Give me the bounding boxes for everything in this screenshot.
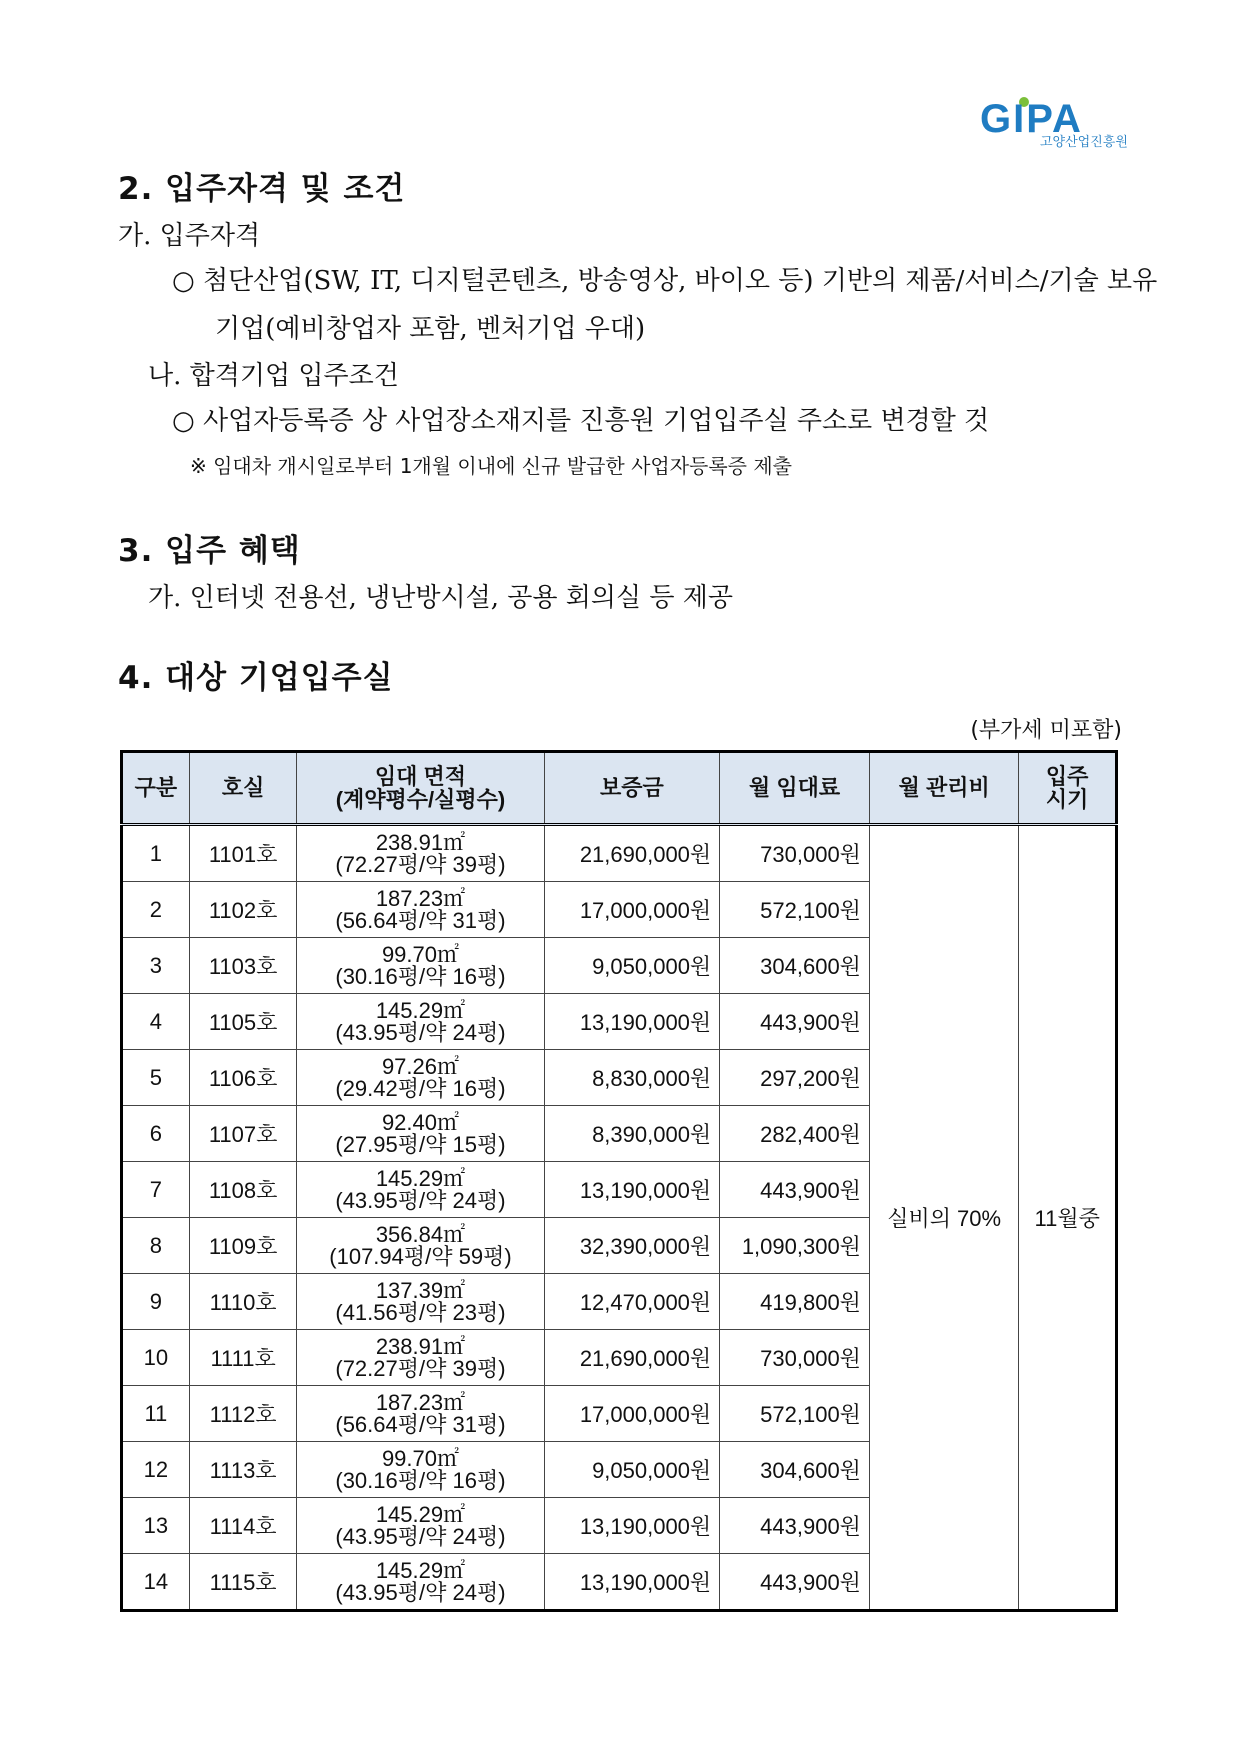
row-rent: 443,900원 [720, 1498, 870, 1554]
row-room: 1112호 [189, 1386, 297, 1442]
row-no: 11 [122, 1386, 190, 1442]
row-area-m2: 145.29㎡ [375, 1557, 466, 1583]
row-no: 10 [122, 1330, 190, 1386]
row-area-pyeong: (43.95평/약 24평) [335, 1187, 506, 1213]
row-area [297, 1274, 544, 1330]
qual-b-note: ※ 임대차 개시일로부터 1개월 이내에 신규 발급한 사업자등록증 제출 [190, 454, 792, 478]
logo-subtitle: 고양산업진흥원 [1040, 135, 1128, 148]
row-rent: 443,900원 [720, 1554, 870, 1611]
row-no: 1 [122, 825, 190, 882]
row-rent: 730,000원 [720, 825, 870, 882]
row-area [297, 882, 544, 938]
row-no: 5 [122, 1050, 190, 1106]
row-rent: 572,100원 [720, 1386, 870, 1442]
row-area-pyeong: (43.95평/약 24평) [335, 1523, 506, 1549]
row-room: 1101호 [189, 825, 297, 882]
row-area-pyeong: (27.95평/약 15평) [335, 1131, 506, 1157]
row-area [297, 938, 544, 994]
row-deposit: 8,390,000원 [544, 1106, 720, 1162]
row-area [297, 1162, 544, 1218]
table-row [122, 825, 1117, 882]
row-room: 1106호 [189, 1050, 297, 1106]
header-deposit: 보증금 [544, 752, 720, 825]
header-area-line1: 임대 면적 [374, 763, 467, 789]
section-4-title: 4. 대상 기업입주실 [118, 660, 394, 696]
row-deposit: 13,190,000원 [544, 1554, 720, 1611]
row-deposit: 17,000,000원 [544, 882, 720, 938]
move-in-cell: 11월중 [1019, 825, 1117, 1611]
row-no: 4 [122, 994, 190, 1050]
row-no: 13 [122, 1498, 190, 1554]
qual-a-item-line1: ○ 첨단산업(SW, IT, 디지털콘텐츠, 방송영상, 바이오 등) 기반의 제품/서비스/기술 보유 [172, 266, 1158, 296]
qual-b-item: ○ 사업자등록증 상 사업장소재지를 진흥원 기업입주실 주소로 변경할 것 [172, 406, 990, 436]
row-area-m2: 238.91㎡ [375, 1333, 466, 1359]
row-room: 1110호 [189, 1274, 297, 1330]
row-no: 7 [122, 1162, 190, 1218]
row-area [297, 1386, 544, 1442]
row-room: 1103호 [189, 938, 297, 994]
header-move-in [1019, 752, 1117, 825]
row-no: 6 [122, 1106, 190, 1162]
row-area-pyeong: (107.94평/약 59평) [329, 1243, 512, 1269]
row-no: 12 [122, 1442, 190, 1498]
benefit-a-label: 가. 인터넷 전용선, 냉난방시설, 공용 회의실 등 제공 [148, 583, 733, 613]
header-mgmt: 월 관리비 [869, 752, 1018, 825]
header-move-line1: 입주 [1045, 763, 1089, 789]
logo-wordmark: GIPA [980, 97, 1083, 141]
row-area [297, 1106, 544, 1162]
row-deposit: 32,390,000원 [544, 1218, 720, 1274]
row-rent: 443,900원 [720, 994, 870, 1050]
row-area [297, 1050, 544, 1106]
table-header-row [122, 752, 1117, 825]
row-area-pyeong: (43.95평/약 24평) [335, 1019, 506, 1045]
header-no: 구분 [122, 752, 190, 825]
row-room: 1102호 [189, 882, 297, 938]
row-area [297, 825, 544, 882]
row-deposit: 21,690,000원 [544, 1330, 720, 1386]
row-area [297, 1442, 544, 1498]
row-deposit: 12,470,000원 [544, 1274, 720, 1330]
row-room: 1105호 [189, 994, 297, 1050]
row-area-m2: 137.39㎡ [375, 1277, 466, 1303]
row-area-m2: 99.70㎡ [381, 941, 459, 967]
section-2-title: 2. 입주자격 및 조건 [118, 171, 406, 207]
row-area-m2: 187.23㎡ [375, 885, 466, 911]
row-area-m2: 145.29㎡ [375, 1165, 466, 1191]
row-area-pyeong: (29.42평/약 16평) [335, 1075, 506, 1101]
row-rent: 419,800원 [720, 1274, 870, 1330]
row-no: 8 [122, 1218, 190, 1274]
row-area-pyeong: (41.56평/약 23평) [335, 1299, 506, 1325]
gipa-logo-mark [978, 92, 1133, 148]
row-no: 3 [122, 938, 190, 994]
row-area-pyeong: (56.64평/약 31평) [335, 907, 506, 933]
row-deposit: 17,000,000원 [544, 1386, 720, 1442]
row-deposit: 13,190,000원 [544, 1498, 720, 1554]
row-area-m2: 145.29㎡ [375, 997, 466, 1023]
row-deposit: 8,830,000원 [544, 1050, 720, 1106]
row-rent: 730,000원 [720, 1330, 870, 1386]
row-area-pyeong: (72.27평/약 39평) [335, 1355, 506, 1381]
row-deposit: 9,050,000원 [544, 938, 720, 994]
row-deposit: 9,050,000원 [544, 1442, 720, 1498]
row-area-pyeong: (72.27평/약 39평) [335, 851, 506, 877]
row-room: 1113호 [189, 1442, 297, 1498]
row-area-pyeong: (43.95평/약 24평) [335, 1579, 506, 1605]
row-area-m2: 356.84㎡ [375, 1221, 466, 1247]
row-room: 1108호 [189, 1162, 297, 1218]
mgmt-fee-cell: 실비의 70% [869, 825, 1018, 1611]
row-area [297, 1554, 544, 1611]
row-rent: 282,400원 [720, 1106, 870, 1162]
row-area-m2: 99.70㎡ [381, 1445, 459, 1471]
qual-a-label: 가. 입주자격 [118, 221, 261, 251]
row-no: 2 [122, 882, 190, 938]
row-area-pyeong: (56.64평/약 31평) [335, 1411, 506, 1437]
row-no: 9 [122, 1274, 190, 1330]
units-table [120, 750, 1118, 1612]
header-room: 호실 [189, 752, 297, 825]
row-area-m2: 97.26㎡ [381, 1053, 459, 1079]
row-room: 1114호 [189, 1498, 297, 1554]
section-3-title: 3. 입주 혜택 [118, 533, 301, 569]
row-area-m2: 145.29㎡ [375, 1501, 466, 1527]
qual-b-label: 나. 합격기업 입주조건 [148, 361, 399, 391]
row-rent: 443,900원 [720, 1162, 870, 1218]
qual-a-item-line2: 기업(예비창업자 포함, 벤처기업 우대) [215, 314, 646, 344]
row-area-pyeong: (30.16평/약 16평) [335, 1467, 506, 1493]
gipa-logo [978, 92, 1133, 148]
row-area [297, 1498, 544, 1554]
header-area-line2: (계약평수/실평수) [335, 787, 506, 812]
vat-note: (부가세 미포함) [970, 718, 1122, 743]
row-area [297, 1218, 544, 1274]
header-area [297, 752, 544, 825]
row-no: 14 [122, 1554, 190, 1611]
row-room: 1107호 [189, 1106, 297, 1162]
row-room: 1111호 [189, 1330, 297, 1386]
row-rent: 304,600원 [720, 1442, 870, 1498]
row-rent: 1,090,300원 [720, 1218, 870, 1274]
row-area [297, 994, 544, 1050]
row-deposit: 21,690,000원 [544, 825, 720, 882]
row-rent: 572,100원 [720, 882, 870, 938]
header-rent: 월 임대료 [720, 752, 870, 825]
header-move-line2: 시기 [1045, 787, 1089, 812]
row-rent: 297,200원 [720, 1050, 870, 1106]
row-room: 1109호 [189, 1218, 297, 1274]
row-area-m2: 187.23㎡ [375, 1389, 466, 1415]
row-deposit: 13,190,000원 [544, 994, 720, 1050]
row-area-pyeong: (30.16평/약 16평) [335, 963, 506, 989]
row-room: 1115호 [189, 1554, 297, 1611]
row-area [297, 1330, 544, 1386]
row-area-m2: 92.40㎡ [381, 1109, 459, 1135]
row-area-m2: 238.91㎡ [375, 829, 466, 855]
row-deposit: 13,190,000원 [544, 1162, 720, 1218]
row-rent: 304,600원 [720, 938, 870, 994]
